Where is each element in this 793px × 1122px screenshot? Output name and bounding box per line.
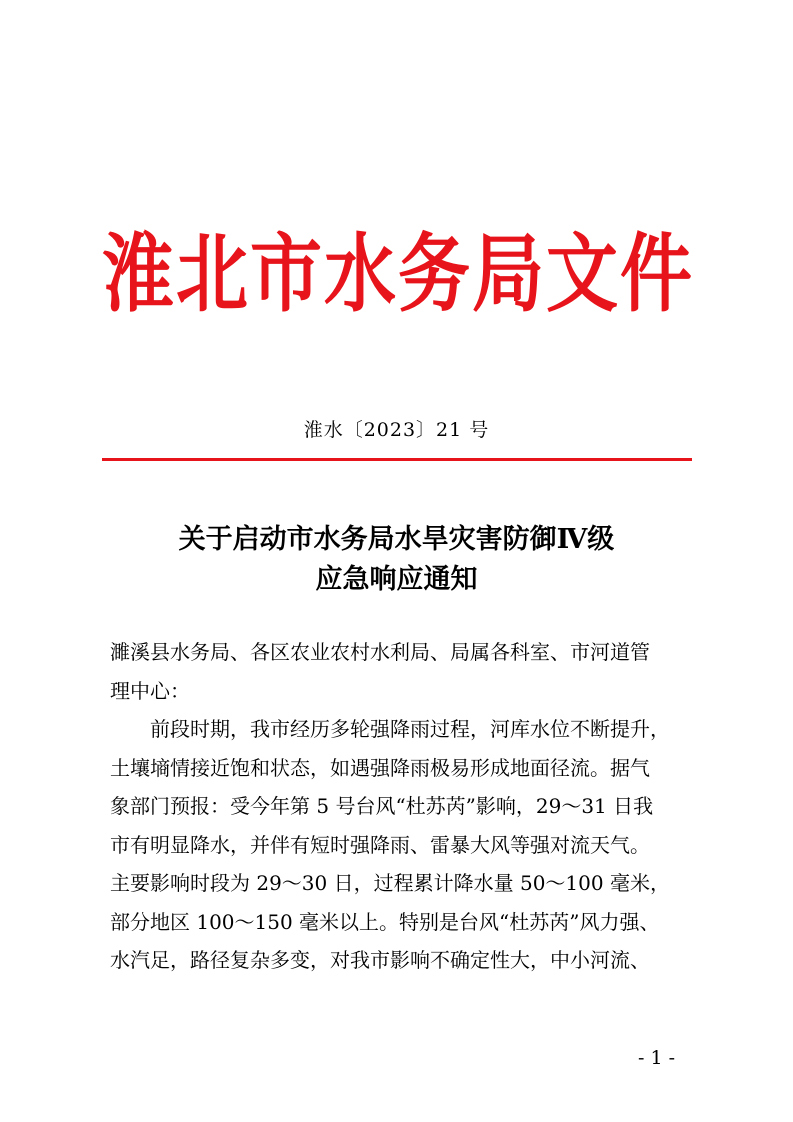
red-divider-line (102, 458, 692, 461)
document-number: 淮水〔2023〕21 号 (303, 419, 490, 441)
paragraph-line: 水汽足，路径复杂多变，对我市影响不确定性大，中小河流、 (110, 948, 650, 972)
paragraph-line: 象部门预报：受今年第 5 号台风“杜苏芮”影响，29～31 日我 (110, 794, 654, 818)
issuing-authority-title: 淮北市水务局文件 (102, 223, 695, 324)
document-title-line-2: 应急响应通知 (315, 564, 478, 595)
document-title-line-1: 关于启动市水务局水旱灾害防御Ⅳ级 (178, 524, 615, 555)
paragraph-line: 市有明显降水，并伴有短时强降雨、雷暴大风等强对流天气。 (110, 832, 650, 857)
page-number: - 1 - (638, 1047, 676, 1069)
recipients-line-1: 濉溪县水务局、各区农业农村水利局、局属各科室、市河道管 (110, 640, 650, 664)
paragraph-line: 主要影响时段为 29～30 日，过程累计降水量 50～100 毫米， (110, 871, 670, 895)
paragraph-line: 前段时期，我市经历多轮强降雨过程，河库水位不断提升， (150, 717, 670, 741)
document-title (0, 520, 793, 600)
recipients-line-2: 理中心： (110, 678, 190, 703)
document-body (110, 633, 685, 980)
paragraph-line: 部分地区 100～150 毫米以上。特别是台风“杜苏芮”风力强、 (110, 909, 660, 934)
paragraph-line: 土壤墒情接近饱和状态，如遇强降雨极易形成地面径流。据气 (110, 755, 650, 780)
